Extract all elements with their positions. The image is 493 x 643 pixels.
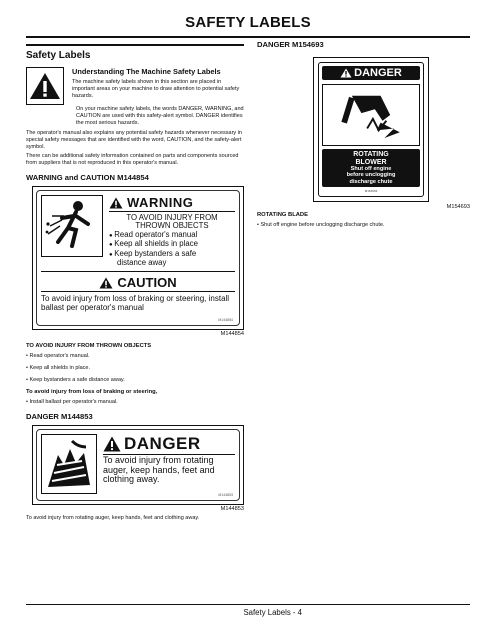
paragraph-4: There can be additional safety information contained on parts and components sourced from suppliers that is not reproduced in this operator's manual. — [26, 153, 239, 166]
warning-caution-heading: WARNING and CAUTION M144854 — [26, 173, 149, 182]
warning-caution-label-image — [32, 186, 244, 330]
thrown-objects-title: TO AVOID INJURY FROM THROWN OBJECTS — [26, 343, 152, 349]
danger-m144853-label-image — [32, 425, 244, 505]
intro-subtitle: Understanding The Machine Safety Labels — [72, 67, 221, 76]
danger-m154693-label-image — [313, 57, 429, 202]
page-footer — [26, 604, 470, 617]
decal-bullet-3b: distance away — [117, 258, 167, 268]
danger-m154693-heading: DANGER M154693 — [257, 40, 324, 49]
warning-triangle-icon — [109, 197, 123, 209]
warning-caution-decal — [36, 190, 240, 326]
warning-word: WARNING — [109, 195, 235, 210]
decal-bullet-2: ● Keep all shields in place — [109, 240, 235, 249]
rotating-blade-list — [257, 222, 470, 229]
decal-code: M144853 — [218, 493, 233, 497]
safety-alert-icon — [26, 67, 64, 105]
decal-bullet-3a: ● Keep bystanders a safe — [109, 250, 235, 259]
decal-code: M154693 — [364, 189, 378, 194]
blower-message: ROTATING BLOWER Shut off engine before unclogging discharge chute — [322, 149, 420, 187]
danger-blower-decal — [313, 57, 429, 202]
rotating-blower-pictogram — [322, 84, 420, 146]
section-title: Safety Labels — [26, 44, 244, 63]
intro-block — [26, 67, 244, 105]
rotating-auger-pictogram — [41, 434, 97, 494]
page-title: SAFETY LABELS — [185, 14, 311, 31]
decal-line-2: THROWN OBJECTS — [135, 221, 209, 231]
danger-word: DANGER — [103, 434, 235, 454]
label-id-m154693: M154693 — [446, 204, 470, 211]
list-item: • Read operator's manual. — [26, 353, 244, 360]
label-id-m144853: M144853 — [220, 506, 244, 512]
intro-text — [72, 67, 244, 105]
braking-title: To avoid injury from loss of braking or steering, — [26, 389, 158, 395]
list-item: • Shut off engine before unclogging discharge chute. — [257, 222, 470, 229]
right-column — [257, 40, 470, 234]
intro-paragraph-1: The machine safety labels shown in this section are placed in important areas on your machine to draw attention to potential safety hazards. — [72, 79, 240, 99]
danger-word: DANGER — [322, 66, 420, 80]
page-header — [26, 12, 470, 38]
danger-m144853-heading: DANGER M144853 — [26, 412, 93, 421]
auger-caption: To avoid injury from rotating auger, keep hands, feet and clothing away. — [26, 515, 200, 521]
label-id-m144854: M144854 — [220, 331, 244, 337]
caution-text: To avoid injury from loss of braking or steering, install ballast per operator's manual — [41, 294, 230, 312]
left-column — [26, 40, 244, 525]
caution-triangle-icon — [99, 277, 113, 289]
thrown-objects-pictogram — [41, 195, 103, 257]
caution-word: CAUTION — [41, 275, 235, 290]
danger-triangle-icon — [103, 436, 121, 452]
list-item: • Install ballast per operator's manual. — [26, 399, 244, 406]
braking-list — [26, 399, 244, 406]
decal-code: M144854 — [218, 318, 233, 322]
rotating-blade-title: ROTATING BLADE — [257, 212, 308, 219]
thrown-objects-list — [26, 353, 244, 384]
danger-auger-text: To avoid injury from rotating auger, keep hands, feet and clothing away. — [103, 454, 235, 485]
intro-paragraph-2: On your machine safety labels, the words DANGER, WARNING, and CAUTION are used with this safety-alert symbol. DANGER identifies the most serious hazards. — [76, 106, 244, 126]
paragraph-3: The operator's manual also explains any potential safety hazards whenever necessary in special safety messages that are identified with the word, CAUTION, and the safety-alert symbol. — [26, 129, 242, 150]
danger-auger-decal — [36, 429, 240, 501]
danger-triangle-icon — [340, 68, 352, 78]
page-number: Safety Labels - 4 — [243, 608, 302, 617]
list-item: • Keep bystanders a safe distance away. — [26, 377, 244, 384]
list-item: • Keep all shields in place. — [26, 365, 244, 372]
decal-bullet-1: ● Read operator's manual — [109, 231, 235, 240]
decal-line-1: TO AVOID INJURY FROM — [126, 213, 218, 222]
